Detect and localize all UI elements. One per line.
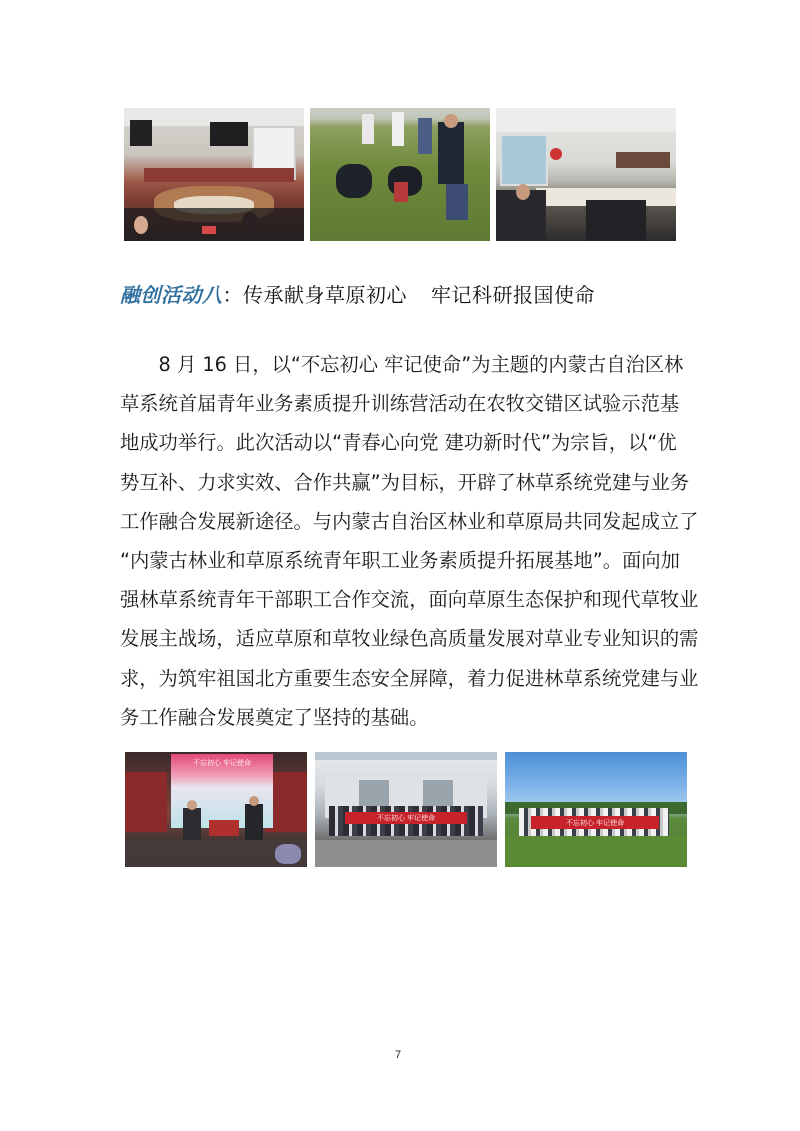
stage-banner-text: 不忘初心 牢记使命 xyxy=(192,759,252,767)
paragraph-line: 强林草系统青年干部职工合作交流，面向草原生态保护和现代草牧业 xyxy=(120,588,699,612)
group-photo-grassland xyxy=(505,752,687,867)
field-inspection-photo xyxy=(310,108,490,241)
plaque-unveiling-photo xyxy=(125,752,307,867)
paragraph-line: 发展主战场，适应草原和草牧业绿色高质量发展对草业专业知识的需 xyxy=(120,627,699,651)
paragraph-line: 务工作融合发展奠定了坚持的基础。 xyxy=(120,705,429,729)
heading-prefix: 融创活动八 xyxy=(120,283,223,307)
group-photo-building xyxy=(315,752,497,867)
heading-part2: 牢记科研报国使命 xyxy=(431,283,595,307)
paragraph-line: 地成功举行。此次活动以“青春心向党 建功新时代”为宗旨，以“优 xyxy=(120,431,677,455)
page-number: 7 xyxy=(395,1049,402,1061)
meeting-room-photo xyxy=(124,108,304,241)
paragraph-line: 求，为筑牢祖国北方重要生态安全屏障，着力促进林草系统党建与业 xyxy=(120,666,699,690)
section-heading xyxy=(120,279,595,308)
paragraph-line: 草系统首届青年业务素质提升训练营活动在农牧交错区试验示范基 xyxy=(120,392,680,416)
paragraph-line: 8 月 16 日，以“不忘初心 牢记使命”为主题的内蒙古自治区林 xyxy=(120,353,684,376)
bottom-photo-row xyxy=(125,752,687,867)
body-paragraph xyxy=(120,345,699,737)
top-photo-row xyxy=(124,108,676,241)
paragraph-line: 工作融合发展新途径。与内蒙古自治区林业和草原局共同发起成立了 xyxy=(120,509,699,533)
paragraph-line: 势互补、力求实效、合作共赢”为目标，开辟了林草系统党建与业务 xyxy=(120,470,690,494)
group-banner-text: 不忘初心 牢记使命 xyxy=(376,814,436,822)
heading-part1: ：传承献身草原初心 xyxy=(222,283,407,307)
field-banner-text: 不忘初心 牢记使命 xyxy=(565,819,625,827)
conference-photo xyxy=(496,108,676,241)
paragraph-line: “内蒙古林业和草原系统青年职工业务素质提升拓展基地”。面向加 xyxy=(120,549,680,573)
